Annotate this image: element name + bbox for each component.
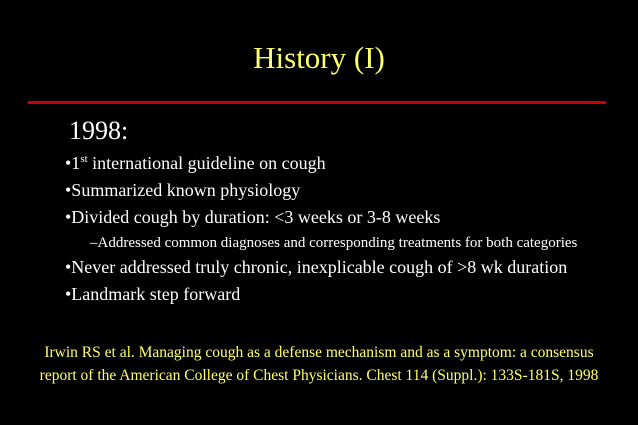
bullet-duration: •Divided cough by duration: <3 weeks or 3-8 weeks xyxy=(65,207,441,227)
sub-bullet-diagnoses: –Addressed common diagnoses and corresponding treatments for both categories xyxy=(90,235,578,251)
year-heading: 1998: xyxy=(69,116,129,145)
bullet-first-guideline-text: international guideline on cough xyxy=(87,153,326,173)
citation-line-2: report of the American College of Chest Physicians. Chest 114 (Suppl.): 133S-181S, 1998 xyxy=(39,367,599,384)
ordinal-superscript: st xyxy=(80,153,88,165)
bullet-first-guideline-prefix: •1 xyxy=(65,153,81,173)
bullet-chronic-cough: •Never addressed truly chronic, inexplicable cough of >8 wk duration xyxy=(65,257,568,277)
title-divider xyxy=(28,101,606,104)
bullet-physiology: •Summarized known physiology xyxy=(65,180,301,200)
bullet-landmark: •Landmark step forward xyxy=(65,284,241,304)
citation-line-1: Irwin RS et al. Managing cough as a defense mechanism and as a symptom: a consensus xyxy=(44,344,594,361)
slide-title: History (I) xyxy=(253,40,385,75)
citation xyxy=(0,341,638,387)
bullet-first-guideline xyxy=(65,151,326,178)
